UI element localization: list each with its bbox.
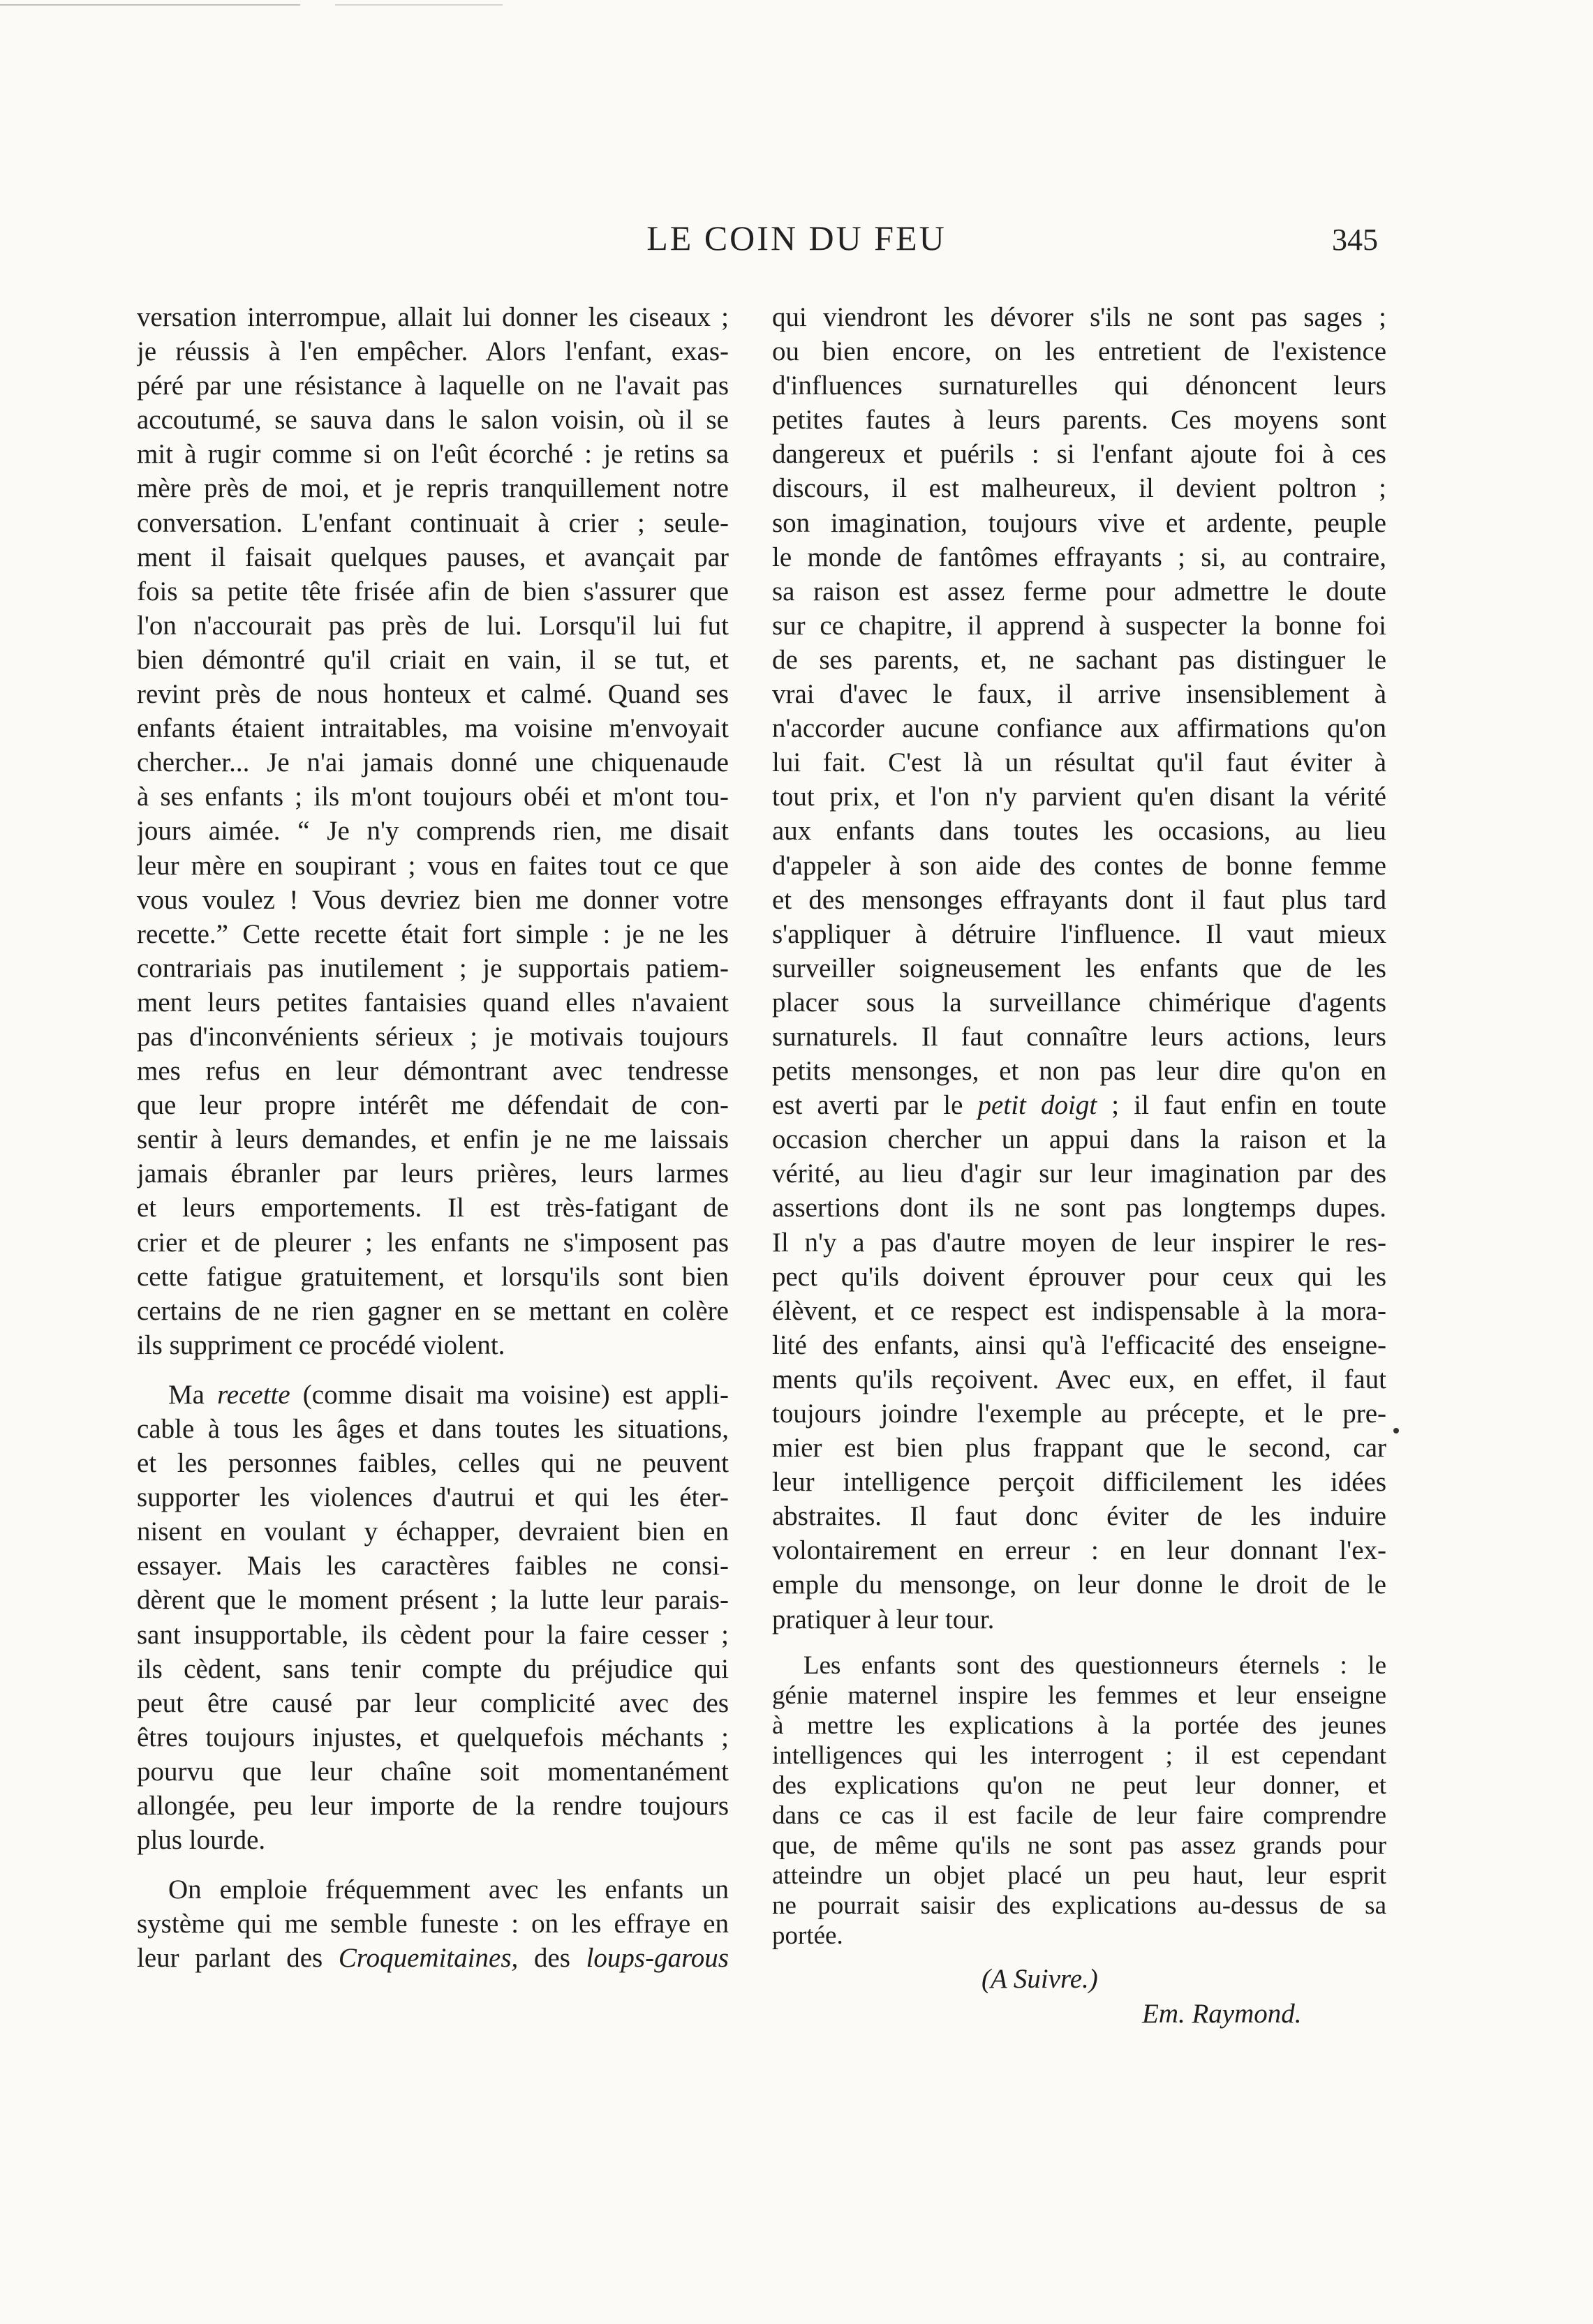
text-line: leur intelligence perçoit difficilement les idées bbox=[772, 1467, 1386, 1498]
text-line: On emploie fréquemment avec les enfants un bbox=[168, 1875, 729, 1905]
right-paragraph-1 bbox=[772, 300, 1386, 1637]
text-line: d'influences surnaturelles qui dénoncent leurs bbox=[772, 371, 1386, 401]
right-paragraph-2 bbox=[772, 1651, 1386, 1951]
text-line: à ses enfants ; ils m'ont toujours obéi et m'ont tou- bbox=[137, 782, 729, 812]
text-line: revint près de nous honteux et calmé. Quand ses bbox=[137, 679, 729, 710]
text-line: mes refus en leur démontrant avec tendresse bbox=[137, 1056, 729, 1087]
petit-doigt-emphasis: petit doigt bbox=[977, 1090, 1097, 1121]
text-line: placer sous la surveillance chimérique d'agents bbox=[772, 987, 1386, 1018]
text-line: lité des enfants, ainsi qu'à l'efficacité des enseigne- bbox=[772, 1329, 1386, 1360]
text-line: volontairement en erreur : en leur donnant l'ex- bbox=[772, 1535, 1386, 1566]
text-line: leur mère en soupirant ; vous en faites tout ce que bbox=[137, 850, 729, 881]
text-line: sur ce chapitre, il apprend à suspecter la bonne foi bbox=[772, 610, 1386, 641]
right-column bbox=[772, 300, 1386, 2032]
text-line: qui viendront les dévorer s'ils ne sont pas sages ; bbox=[772, 302, 1386, 332]
left-paragraph-2-body bbox=[137, 1412, 729, 1857]
text-line: tout prix, et l'on n'y parvient qu'en disant la vérité bbox=[772, 782, 1386, 812]
text-line: à mettre les explications à la portée des jeunes bbox=[772, 1711, 1386, 1740]
text-line: bien démontré qu'il criait en vain, il se tut, et bbox=[137, 644, 729, 675]
text-line: peut être causé par leur complicité avec des bbox=[137, 1688, 729, 1718]
text-line: ment il faisait quelques pauses, et avançait par bbox=[137, 542, 729, 572]
text-line: essayer. Mais les caractères faibles ne consi- bbox=[137, 1551, 729, 1581]
text-line: assertions dont ils ne sont pas longtemps dupes. bbox=[772, 1193, 1386, 1223]
text-line: d'appeler à son aide des contes de bonne femme bbox=[772, 850, 1386, 881]
text-line: que leur propre intérêt me défendait de con- bbox=[137, 1090, 729, 1121]
text-line: mère près de moi, et je repris tranquillement notre bbox=[137, 473, 729, 504]
text-line: son imagination, toujours vive et ardente, peuple bbox=[772, 507, 1386, 538]
text-line: n'accorder aucune confiance aux affirmations qu'on bbox=[772, 713, 1386, 744]
text-line: péré par une résistance à laquelle on ne l'avait pas bbox=[137, 371, 729, 401]
text-line: fois sa petite tête frisée afin de bien s'assurer que bbox=[137, 576, 729, 606]
text-line: Ma recette (comme disait ma voisine) est appli- bbox=[168, 1379, 729, 1410]
text-line: ne pourrait saisir des explications au-dessus de sa bbox=[772, 1891, 1386, 1920]
text-line: cette fatigue gratuitement, et lorsqu'ils sont bien bbox=[137, 1261, 729, 1292]
loups-garous-emphasis: loups-garous bbox=[586, 1943, 729, 1974]
text-line: ils cèdent, sans tenir compte du préjudice qui bbox=[137, 1653, 729, 1684]
text-line: pas d'inconvénients sérieux ; je motivais toujours bbox=[137, 1021, 729, 1052]
text-line: dans ce cas il est facile de leur faire comprendre bbox=[772, 1801, 1386, 1830]
text-line: et des mensonges effrayants dont il faut plus tard bbox=[772, 884, 1386, 915]
text-line: ou bien encore, on les entretient de l'existence bbox=[772, 336, 1386, 367]
top-edge-rule-2 bbox=[335, 4, 503, 6]
text-line: génie maternel inspire les femmes et leur enseigne bbox=[772, 1681, 1386, 1710]
left-paragraph-2 bbox=[137, 1378, 729, 1857]
text-line: est averti par le petit doigt ; il faut enfin en toute bbox=[772, 1090, 1386, 1121]
text-line: êtres toujours injustes, et quelquefois méchants ; bbox=[137, 1722, 729, 1752]
text-line: abstraites. Il faut donc éviter de les induire bbox=[772, 1501, 1386, 1532]
text-line: emple du mensonge, on leur donne le droit de le bbox=[772, 1570, 1386, 1600]
text-line: jamais ébranler par leurs prières, leurs larmes bbox=[137, 1159, 729, 1189]
text-line: conversation. L'enfant continuait à crier ; seule- bbox=[137, 507, 729, 538]
text-line: petits mensonges, et non pas leur dire qu'on en bbox=[772, 1056, 1386, 1087]
text-line: vérité, au lieu d'agir sur leur imagination par des bbox=[772, 1159, 1386, 1189]
left-column bbox=[137, 300, 729, 1976]
text-line: accoutumé, se sauva dans le salon voisin, où il se bbox=[137, 405, 729, 435]
text-line: occasion chercher un appui dans la raison et la bbox=[772, 1124, 1386, 1155]
text-line: mit à rugir comme si on l'eût écorché : je retins sa bbox=[137, 439, 729, 470]
text-line: pratiquer à leur tour. bbox=[772, 1604, 995, 1634]
left-paragraph-1 bbox=[137, 300, 729, 1362]
text-line: s'appliquer à détruire l'influence. Il vaut mieux bbox=[772, 918, 1386, 949]
right-paragraph-1-part-b bbox=[772, 1122, 1386, 1636]
text-line: dèrent que le moment présent ; la lutte leur parais- bbox=[137, 1585, 729, 1616]
text-line: vrai d'avec le faux, il arrive insensiblement à bbox=[772, 679, 1386, 710]
text-line: allongée, peu leur importe de la rendre toujours bbox=[137, 1791, 729, 1822]
text-line: chercher... Je n'ai jamais donné une chiquenaude bbox=[137, 747, 729, 778]
text-line: pourvu que leur chaîne soit momentanément bbox=[137, 1756, 729, 1787]
page-number: 345 bbox=[1332, 223, 1378, 257]
text-line: crier et de pleurer ; les enfants ne s'imposent pas bbox=[137, 1227, 729, 1258]
author-signature: Em. Raymond. bbox=[1142, 1998, 1302, 2029]
text-line: surnaturels. Il faut connaître leurs actions, leurs bbox=[772, 1021, 1386, 1052]
text-line: l'on n'accourait pas près de lui. Lorsqu'il lui fut bbox=[137, 610, 729, 641]
ink-speck bbox=[1393, 1428, 1399, 1433]
croquemitaines-emphasis: Croquemitaines, bbox=[338, 1943, 519, 1974]
right-paragraph-1-part-a bbox=[772, 300, 1386, 1088]
text-line: nisent en voulant y échapper, devraient bien en bbox=[137, 1517, 729, 1547]
text-line: portée. bbox=[772, 1921, 843, 1950]
text-line: certains de ne rien gagner en se mettant en colère bbox=[137, 1295, 729, 1326]
text-line: que, de même qu'ils ne sont pas assez grands pour bbox=[772, 1831, 1386, 1860]
text-line: toujours joindre l'exemple au précepte, et le pre- bbox=[772, 1399, 1386, 1429]
text-line: aux enfants dans toutes les occasions, au lieu bbox=[772, 816, 1386, 847]
text-line: discours, il est malheureux, il devient poltron ; bbox=[772, 473, 1386, 504]
text-line: ments qu'ils reçoivent. Avec eux, en effet, il faut bbox=[772, 1364, 1386, 1394]
text-line: des explications qu'on ne peut leur donner, et bbox=[772, 1771, 1386, 1800]
text-line: atteindre un objet placé un peu haut, leur esprit bbox=[772, 1861, 1386, 1890]
text-line: versation interrompue, allait lui donner les ciseaux ; bbox=[137, 302, 729, 332]
text-line: jours aimée. “ Je n'y comprends rien, me disait bbox=[137, 816, 729, 847]
text-line: système qui me semble funeste : on les effraye en bbox=[137, 1909, 729, 1939]
text-line: recette.” Cette recette était fort simple : je ne les bbox=[137, 918, 729, 949]
text-line: surveiller soigneusement les enfants que de les bbox=[772, 953, 1386, 983]
text-line: sa raison est assez ferme pour admettre le doute bbox=[772, 576, 1386, 606]
text-line: dangereux et puérils : si l'enfant ajoute foi à ces bbox=[772, 439, 1386, 470]
text-line: petites fautes à leurs parents. Ces moyens sont bbox=[772, 405, 1386, 435]
running-title: LE COIN DU FEU bbox=[646, 218, 947, 258]
text-line: sant insupportable, ils cèdent pour la faire cesser ; bbox=[137, 1619, 729, 1650]
text-line: enfants étaient intraitables, ma voisine m'envoyait bbox=[137, 713, 729, 744]
text-line: intelligences qui les interrogent ; il est cependant bbox=[772, 1741, 1386, 1770]
text-line: mier est bien plus frappant que le second, car bbox=[772, 1433, 1386, 1463]
text-line: contrariais pas inutilement ; je supportais patiem- bbox=[137, 953, 729, 983]
text-line: supporter les violences d'autrui et qui les éter- bbox=[137, 1482, 729, 1513]
text-line: sentir à leurs demandes, et enfin je ne me laissais bbox=[137, 1124, 729, 1155]
text-line: de ses parents, et, ne sachant pas distinguer le bbox=[772, 644, 1386, 675]
text-line: lui fait. C'est là un résultat qu'il faut éviter à bbox=[772, 747, 1386, 778]
text-line: ils suppriment ce procédé violent. bbox=[137, 1329, 505, 1360]
text-line: cable à tous les âges et dans toutes les situations, bbox=[137, 1414, 729, 1444]
text-line: Il n'y a pas d'autre moyen de leur inspirer le res- bbox=[772, 1227, 1386, 1258]
text-line: pect qu'ils doivent éprouver pour ceux qui les bbox=[772, 1261, 1386, 1292]
text-line: et leurs emportements. Il est très-fatigant de bbox=[137, 1193, 729, 1223]
text-line: vous voulez ! Vous devriez bien me donner votre bbox=[137, 884, 729, 915]
text-line: je réussis à l'en empêcher. Alors l'enfant, exas- bbox=[137, 336, 729, 367]
left-paragraph-3 bbox=[137, 1872, 729, 1975]
text-line: élèvent, et ce respect est indispensable à la mora- bbox=[772, 1295, 1386, 1326]
text-line: Les enfants sont des questionneurs éternels : le bbox=[803, 1651, 1386, 1680]
a-suivre-note: (A Suivre.) bbox=[981, 1963, 1098, 1994]
text-line: leur parlant des Croquemitaines, des loups-garous bbox=[137, 1943, 729, 1974]
text-line: ment leurs petites fantaisies quand elles n'avaient bbox=[137, 987, 729, 1018]
text-line: et les personnes faibles, celles qui ne peuvent bbox=[137, 1448, 729, 1479]
text-line: le monde de fantômes effrayants ; si, au contraire, bbox=[772, 542, 1386, 572]
top-edge-rule bbox=[0, 4, 300, 6]
recette-emphasis: recette bbox=[217, 1379, 290, 1410]
text-line: plus lourde. bbox=[137, 1825, 266, 1856]
